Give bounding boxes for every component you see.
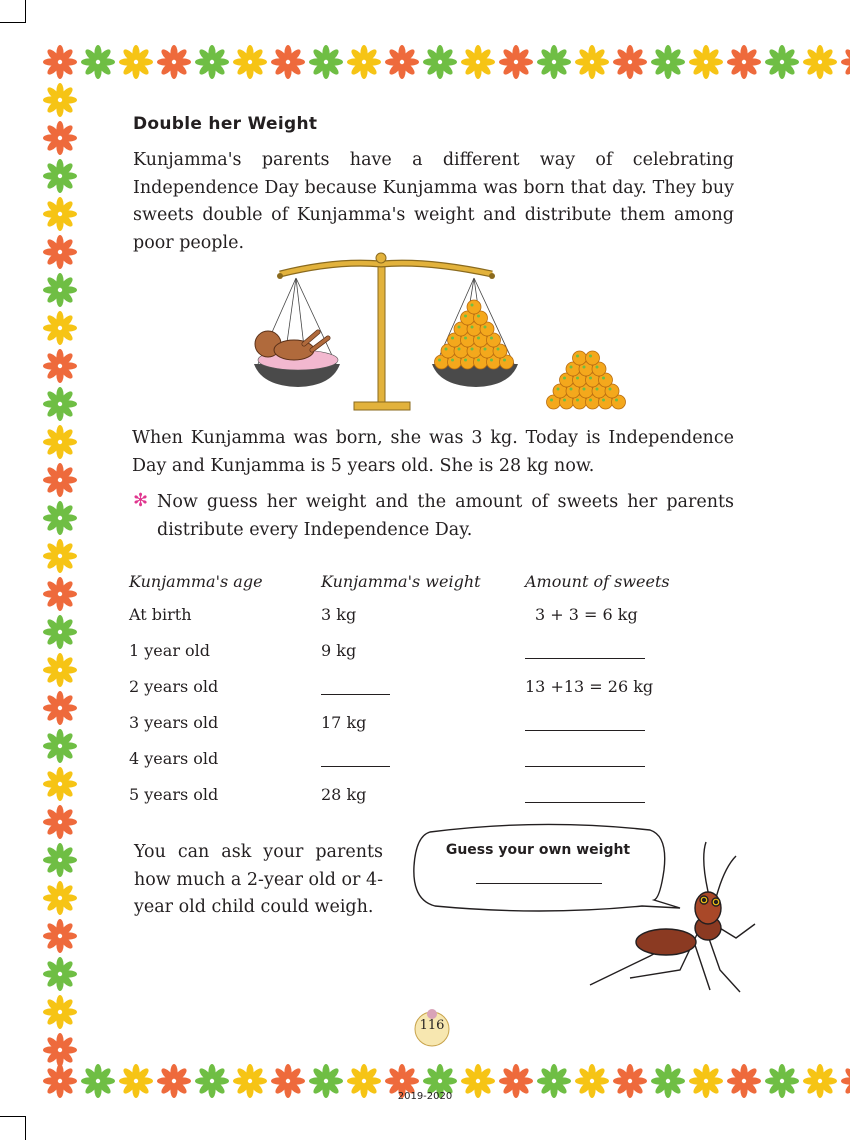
crop-mark (0, 1116, 26, 1117)
flower-icon (383, 43, 421, 81)
flower-icon (41, 651, 79, 689)
sweets-answer-blank[interactable] (525, 644, 645, 659)
table-row (129, 704, 725, 740)
flower-icon (41, 613, 79, 651)
flower-icon (41, 43, 79, 81)
flower-icon (687, 43, 725, 81)
bullet-icon: ✻ (133, 490, 149, 511)
flower-icon (79, 43, 117, 81)
flower-icon (41, 575, 79, 613)
weight-cell (321, 740, 525, 776)
intro-paragraph: Kunjamma's parents have a different way of celebrating Independence Day because Kunjamma was born that day. They buy sweets double of Kunjamma's weight and distribute them among poor people. (133, 150, 734, 253)
crop-mark (25, 1116, 26, 1140)
flower-icon (687, 1062, 725, 1100)
flower-border-left (41, 81, 79, 1069)
flower-icon (41, 347, 79, 385)
table-row (129, 776, 725, 812)
weighing-scale-illustration (246, 252, 636, 414)
baby-figure (255, 331, 338, 370)
sweets-answer-blank[interactable] (525, 752, 645, 767)
age-cell: 3 years old (129, 712, 219, 732)
flower-icon (535, 43, 573, 81)
sweets-cell (525, 632, 725, 668)
flower-icon (345, 1062, 383, 1100)
flower-icon (41, 81, 79, 119)
footer-year: 2019-2020 (397, 1091, 453, 1102)
column-header-weight: Kunjamma's weight (321, 571, 481, 591)
weight-cell: 3 kg (321, 604, 357, 624)
age-cell: 5 years old (129, 784, 219, 804)
flower-icon (763, 1062, 801, 1100)
flower-icon (41, 233, 79, 271)
sweets-value: 3 + 3 = 6 kg (535, 604, 638, 624)
flower-icon (307, 43, 345, 81)
ladoo-sweet (586, 351, 600, 365)
flower-icon (725, 1062, 763, 1100)
sweets-answer-blank[interactable] (525, 788, 645, 803)
age-cell: At birth (129, 604, 192, 624)
flower-icon (155, 1062, 193, 1100)
flower-icon (611, 1062, 649, 1100)
crop-mark (25, 0, 26, 23)
ladoo-sweet (467, 300, 481, 314)
sweets-pile (547, 351, 626, 409)
weight-answer-blank[interactable] (321, 680, 390, 695)
table-row (129, 632, 725, 668)
flower-icon (649, 43, 687, 81)
speech-bubble-text: Guess your own weight (445, 842, 631, 858)
flower-icon (193, 1062, 231, 1100)
weight-answer-blank[interactable] (321, 752, 390, 767)
flower-icon (231, 43, 269, 81)
column-header-sweets: Amount of sweets (525, 571, 670, 591)
flower-icon (117, 1062, 155, 1100)
flower-icon (41, 499, 79, 537)
flower-icon (41, 765, 79, 803)
sweets-cell (525, 596, 725, 632)
task-paragraph: Now guess her weight and the amount of sweets her parents distribute every Independence Day. (157, 492, 734, 540)
flower-icon (41, 917, 79, 955)
flower-icon (649, 1062, 687, 1100)
flower-icon (41, 1031, 79, 1069)
flower-icon (193, 43, 231, 81)
flower-icon (801, 43, 839, 81)
table-row (129, 668, 725, 704)
flower-border-top (41, 43, 850, 81)
sweets-cell (525, 776, 725, 812)
flower-icon (117, 43, 155, 81)
flower-icon (41, 423, 79, 461)
flower-icon (41, 157, 79, 195)
flower-icon (41, 461, 79, 499)
flower-icon (41, 727, 79, 765)
flower-icon (41, 993, 79, 1031)
table-row (129, 596, 725, 632)
flower-icon (41, 803, 79, 841)
flower-icon (41, 879, 79, 917)
page-number: 116 (419, 1018, 445, 1033)
flower-icon (573, 1062, 611, 1100)
speech-bubble (414, 824, 680, 911)
flower-icon (497, 1062, 535, 1100)
flower-icon (41, 955, 79, 993)
flower-icon (725, 43, 763, 81)
sweets-cell (525, 704, 725, 740)
age-cell: 2 years old (129, 676, 219, 696)
flower-icon (839, 1062, 850, 1100)
sweets-cell: 13 +13 = 26 kg (525, 676, 654, 696)
table-header-row (129, 566, 725, 596)
facts-paragraph: When Kunjamma was born, she was 3 kg. Today is Independence Day and Kunjamma is 5 years old. She is 28 kg now. (132, 428, 734, 476)
flower-icon (497, 43, 535, 81)
flower-icon (231, 1062, 269, 1100)
flower-icon (345, 43, 383, 81)
sweets-answer-blank[interactable] (525, 716, 645, 731)
flower-icon (269, 1062, 307, 1100)
flower-icon (41, 537, 79, 575)
closing-paragraph: You can ask your parents how much a 2-year old or 4-year old child could weigh. (134, 842, 383, 917)
flower-icon (155, 43, 193, 81)
flower-icon (535, 1062, 573, 1100)
flower-icon (459, 43, 497, 81)
weight-cell: 9 kg (321, 640, 357, 660)
weight-cell (321, 668, 525, 704)
weight-answer-line[interactable] (476, 883, 602, 884)
section-heading: Double her Weight (133, 114, 318, 134)
flower-icon (611, 43, 649, 81)
flower-icon (41, 119, 79, 157)
sweets-cell (525, 740, 725, 776)
weight-table (129, 566, 725, 812)
flower-icon (41, 385, 79, 423)
flower-icon (269, 43, 307, 81)
flower-icon (763, 43, 801, 81)
flower-icon (573, 43, 611, 81)
age-cell: 1 year old (129, 640, 211, 660)
age-cell: 4 years old (129, 748, 219, 768)
flower-icon (41, 841, 79, 879)
flower-icon (41, 309, 79, 347)
flower-icon (839, 43, 850, 81)
flower-icon (41, 195, 79, 233)
flower-icon (41, 689, 79, 727)
column-header-age: Kunjamma's age (129, 571, 263, 591)
ladoo-sweet (573, 351, 587, 365)
table-row (129, 740, 725, 776)
crop-mark (0, 22, 26, 23)
flower-icon (79, 1062, 117, 1100)
flower-icon (307, 1062, 345, 1100)
flower-icon (421, 43, 459, 81)
flower-icon (41, 271, 79, 309)
flower-icon (801, 1062, 839, 1100)
weight-cell: 28 kg (321, 784, 367, 804)
weight-cell: 17 kg (321, 712, 367, 732)
sweets-pile-on-pan (435, 300, 514, 369)
